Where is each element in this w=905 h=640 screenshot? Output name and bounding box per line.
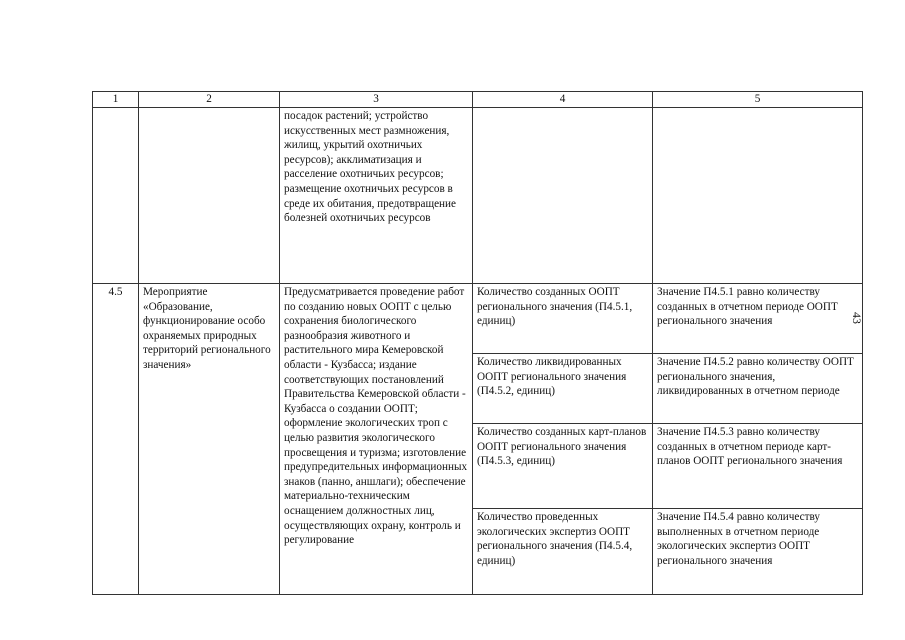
- continuation-col-2: [139, 108, 280, 284]
- continuation-col-5: [653, 108, 863, 284]
- header-col-2: 2: [139, 92, 280, 108]
- indicator-formula: Значение П4.5.4 равно количеству выполненных в отчетном периоде экологических экспертиз ООПТ регионального значения: [653, 509, 863, 595]
- page-number: 43: [850, 312, 864, 324]
- header-col-1: 1: [93, 92, 139, 108]
- program-table: [92, 91, 863, 595]
- section-description: Предусматривается проведение работ по созданию новых ООПТ с целью сохранения биологического разнообразия животного и растительного мира Кемеровской области - Кузбасса; издание соответствующих постановлений Правительства Кемеровской области - Кузбасса о создании ООПТ; оформление экологических троп с целью развития экологического просвещения и туризма; изготовление предупредительных информационных знаков (панно, аншлаги); обеспечение материально-техническим оснащением должностных лиц, осуществляющих охрану, контроль и регулирование: [280, 284, 473, 595]
- indicator-name: Количество созданных ООПТ регионального значения (П4.5.1, единиц): [473, 284, 653, 354]
- header-col-4: 4: [473, 92, 653, 108]
- header-col-3: 3: [280, 92, 473, 108]
- section-number: 4.5: [93, 284, 139, 595]
- continuation-description: посадок растений; устройство искусственных мест размножения, жилищ, укрытий охотничьих ресурсов); акклиматизация и расселение охотничьих ресурсов; размещение охотничьих ресурсов в среде их обитания, предотвращение болезней охотничьих ресурсов: [280, 108, 473, 284]
- indicator-formula: Значение П4.5.3 равно количеству созданных в отчетном периоде карт-планов ООПТ регионального значения: [653, 424, 863, 509]
- header-col-5: 5: [653, 92, 863, 108]
- continuation-col-1: [93, 108, 139, 284]
- continuation-col-4: [473, 108, 653, 284]
- indicator-name: Количество ликвидированных ООПТ регионального значения (П4.5.2, единиц): [473, 354, 653, 424]
- indicator-formula: Значение П4.5.1 равно количеству созданных в отчетном периоде ООПТ регионального значения: [653, 284, 863, 354]
- indicator-name: Количество созданных карт-планов ООПТ регионального значения (П4.5.3, единиц): [473, 424, 653, 509]
- section-event: Мероприятие «Образование, функционирование особо охраняемых природных территорий регионального значения»: [139, 284, 280, 595]
- table-row: [93, 284, 863, 354]
- indicator-name: Количество проведенных экологических экспертиз ООПТ регионального значения (П4.5.4, единиц): [473, 509, 653, 595]
- indicator-formula: Значение П4.5.2 равно количеству ООПТ регионального значения, ликвидированных в отчетном периоде: [653, 354, 863, 424]
- continuation-row: [93, 108, 863, 284]
- header-row: [93, 92, 863, 108]
